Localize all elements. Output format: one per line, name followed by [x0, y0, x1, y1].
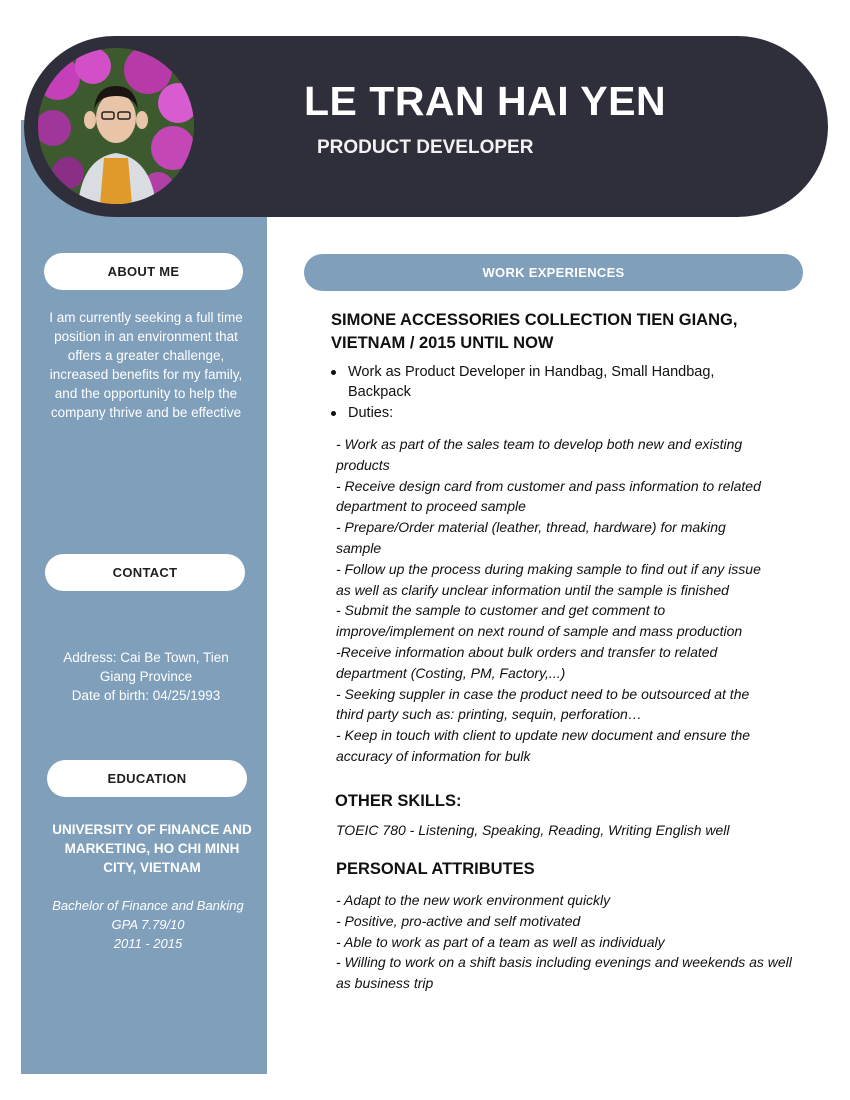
duties-list	[336, 434, 764, 767]
contact-dob: Date of birth: 04/25/1993	[71, 688, 221, 703]
contact-address: Address: Cai Be Town, Tien Giang Province	[63, 650, 229, 684]
about-me-heading: ABOUT ME	[44, 253, 243, 290]
education-degree: Bachelor of Finance and Banking	[52, 898, 244, 913]
other-skills-text: TOEIC 780 - Listening, Speaking, Reading, Writing English well	[336, 822, 730, 838]
list-item: - Work as part of the sales team to develop both new and existing products	[336, 436, 743, 473]
candidate-title: PRODUCT DEVELOPER	[317, 137, 534, 158]
job-summary-list	[328, 362, 748, 424]
job-title: SIMONE ACCESSORIES COLLECTION TIEN GIANG, VIETNAM / 2015 UNTIL NOW	[331, 311, 738, 352]
list-item: Duties:	[328, 403, 748, 423]
contact-heading: CONTACT	[45, 554, 245, 591]
education-heading: EDUCATION	[47, 760, 247, 797]
list-item: -Receive information about bulk orders and transfer to related department (Costing, PM, Factory,...)	[336, 643, 718, 681]
list-item: - Seeking suppler in case the product need to be outsourced at the third party such as: printing, sequin, perforation…	[336, 685, 750, 723]
education-university: UNIVERSITY OF FINANCE AND MARKETING, HO CHI MINH CITY, VIETNAM	[52, 822, 252, 875]
about-me-text: I am currently seeking a full time position in an environment that offers a greater challenge, increased benefits for my family, and the opportunity to help the company thrive and be effective	[49, 310, 243, 420]
list-item: - Adapt to the new work environment quickly	[336, 892, 611, 908]
list-item: - Keep in touch with client to update new document and ensure the accuracy of information for bulk	[336, 727, 751, 764]
profile-photo-icon	[38, 48, 194, 204]
list-item: - Follow up the process during making sample to find out if any issue as well as clarify unclear information until the sample is finished	[336, 560, 761, 598]
candidate-name: LE TRAN HAI YEN	[304, 78, 667, 124]
personal-attributes-heading: PERSONAL ATTRIBUTES	[336, 860, 535, 878]
list-item: - Able to work as part of a team as well as individualy	[336, 933, 665, 950]
education-years: 2011 - 2015	[113, 936, 183, 951]
list-item: - Receive design card from customer and pass information to related department to proceed sample	[336, 477, 761, 515]
list-item: - Submit the sample to customer and get comment to improve/implement on next round of sample and mass production	[336, 602, 743, 640]
other-skills-heading: OTHER SKILLS:	[335, 792, 462, 810]
list-item: Work as Product Developer in Handbag, Small Handbag, Backpack	[328, 362, 748, 402]
education-gpa: GPA 7.79/10	[111, 917, 185, 932]
list-item: - Positive, pro-active and self motivated	[336, 912, 581, 929]
personal-attributes-list	[336, 890, 796, 994]
list-item: - Prepare/Order material (leather, thread, hardware) for making sample	[336, 519, 726, 556]
list-item: - Willing to work on a shift basis including evenings and weekends as well as business trip	[336, 954, 792, 992]
work-experiences-heading: WORK EXPERIENCES	[304, 254, 803, 291]
